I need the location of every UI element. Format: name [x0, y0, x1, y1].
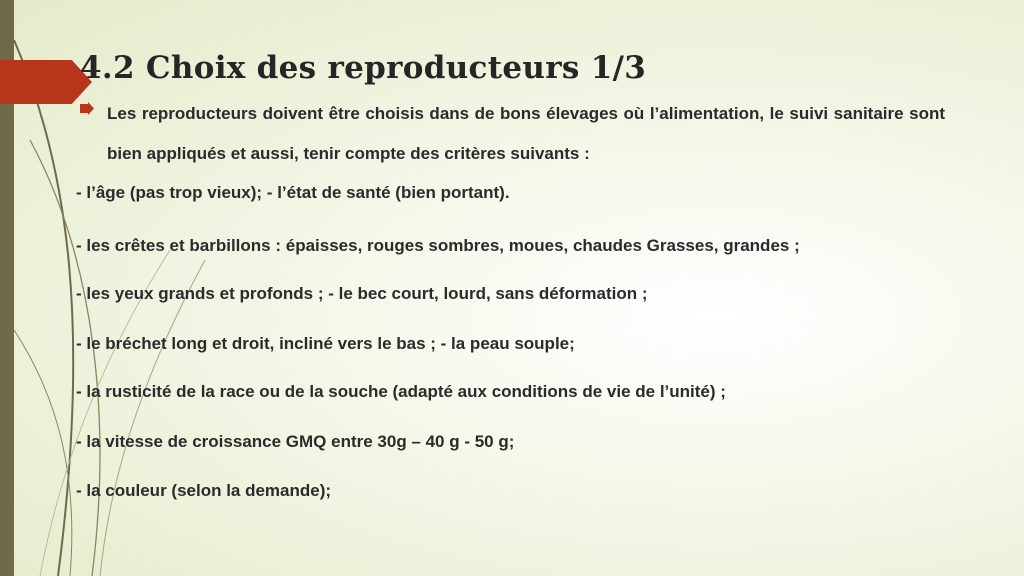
- criteria-line: - l’âge (pas trop vieux); - l’état de santé (bien portant).: [76, 183, 510, 202]
- criteria-line: - la couleur (selon la demande);: [76, 481, 332, 500]
- arrow-bullet-icon: [80, 102, 94, 115]
- criteria-line: - les yeux grands et profonds ; - le bec court, lourd, sans déformation ;: [76, 284, 648, 303]
- criteria-line: - la vitesse de croissance GMQ entre 30g – 40 g - 50 g;: [76, 432, 515, 451]
- intro-paragraph: Les reproducteurs doivent être choisis dans de bons élevages où l’alimentation, le suivi sanitaire sont bien appliqués et aussi, tenir compte des critères suivants :: [107, 104, 945, 163]
- slide-title: 4.2 Choix des reproducteurs 1/3: [80, 50, 647, 86]
- criteria-line: - la rusticité de la race ou de la souche (adapté aux conditions de vie de l’unité) ;: [76, 382, 726, 401]
- criteria-line: - le bréchet long et droit, incliné vers le bas ; - la peau souple;: [76, 334, 575, 353]
- criteria-line: - les crêtes et barbillons : épaisses, rouges sombres, moues, chaudes Grasses, grandes ;: [76, 236, 800, 255]
